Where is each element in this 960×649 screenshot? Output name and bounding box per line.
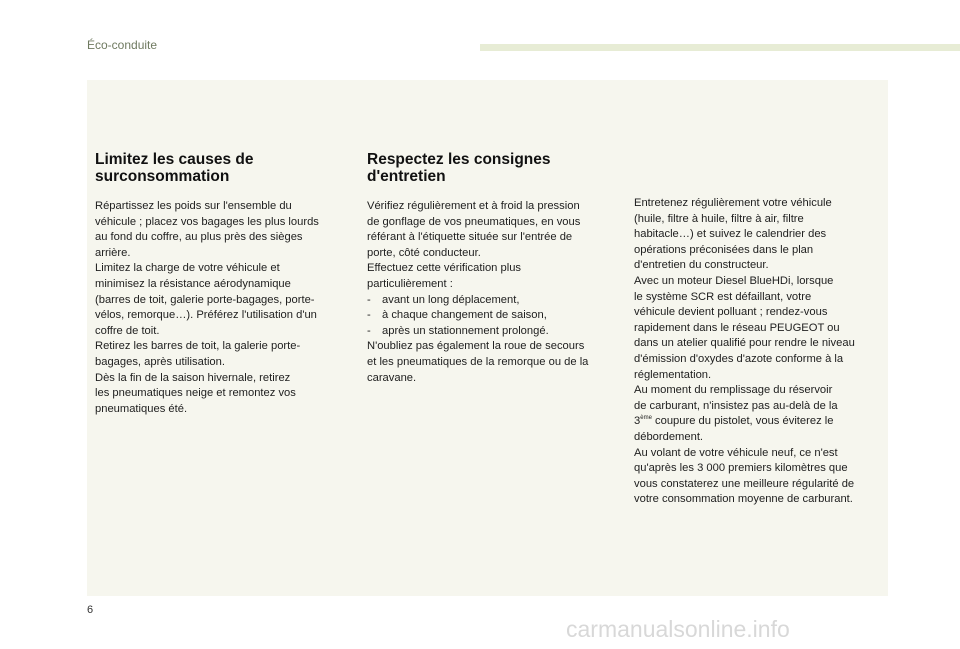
heading-consumption: Limitez les causes de surconsommation: [95, 151, 254, 185]
paragraph-bluehdi: Avec un moteur Diesel BlueHDi, lorsque le système SCR est défaillant, votre véhicule devient polluant ; rendez-vous rapidement dans le réseau PEUGEOT ou dans un atelier qualifié pour rendre le niveau d'émission d'oxydes d'azote conforme à la réglementation.: [634, 274, 855, 381]
paragraph-load: Répartissez les poids sur l'ensemble du véhicule ; placez vos bagages les plus lourds au fond du coffre, au plus près des sièges arrière. Limitez la charge de votre véhicule et minimisez la résistance aérodynamique (barres de toit, galerie porte-bagages, porte- vélos, remorque…). Préférez l'utilisation d'un coffre de toit. Retirez les barres de toit, la galerie porte- bagages, après utilisation.: [95, 200, 319, 368]
list-item: - après un stationnement prolongé.: [367, 324, 549, 337]
column-maintenance: [367, 152, 607, 386]
list-item: - avant un long déplacement,: [367, 293, 520, 306]
column-maintenance-continued: [634, 196, 879, 508]
paragraph-tyre-pressure: Vérifiez régulièrement et à froid la pression de gonflage de vos pneumatiques, en vous référant à l'étiquette située sur l'entrée de porte, côté conducteur. Effectuez cette vérification plus particulièrement : - avant un long déplacement, - à chaque changement de saison, - après un stationnement prolongé. N'oubliez pas également la roue de secours et les pneumatiques de la remorque ou de la caravane.: [367, 199, 607, 386]
section-title: Éco-conduite: [87, 38, 158, 52]
page-number: 6: [87, 604, 94, 616]
paragraph-tyres-season: Dès la fin de la saison hivernale, retirez les pneumatiques neige et remontez vos pneumatiques été.: [95, 371, 296, 415]
paragraph-service-schedule: Entretenez régulièrement votre véhicule (huile, filtre à huile, filtre à air, filtre habitacle…) et suivez le calendrier des opérations préconisées dans le plan d'entretien du constructeur.: [634, 197, 832, 272]
header-accent-bar: [480, 44, 960, 51]
column-consumption: [95, 152, 340, 417]
list-item: - à chaque changement de saison,: [367, 309, 547, 322]
paragraph-refuelling: Au moment du remplissage du réservoir de carburant, n'insistez pas au-delà de la 3ème coupure du pistolet, vous éviterez le débordement.: [634, 384, 838, 443]
heading-maintenance: Respectez les consignes d'entretien: [367, 151, 551, 185]
watermark: carmanualsonline.info: [566, 616, 790, 642]
paragraph-new-vehicle: Au volant de votre véhicule neuf, ce n'est qu'après les 3 000 premiers kilomètres que vous constaterez une meilleure régularité de votre consommation moyenne de carburant.: [634, 446, 855, 506]
content-panel: [87, 80, 888, 596]
